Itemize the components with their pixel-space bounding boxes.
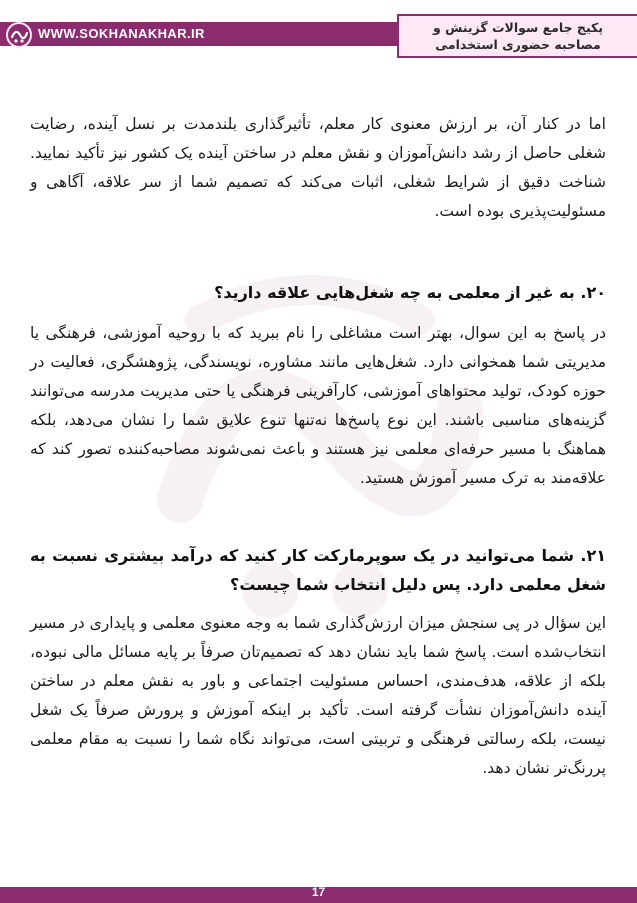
sokhanakhar-logo-icon <box>4 20 34 50</box>
page-content <box>30 110 606 783</box>
answer-21-paragraph: این سؤال در پی سنجش میزان ارزش‌گذاری شما به وجه معنوی معلمی و پایداری در مسیر انتخاب‌شده است. پاسخ شما باید نشان دهد که تصمیم‌تان صرفاً بر پایه مسائل مالی نبوده، بلکه از علاقه، هدف‌مندی، احساس مسئولیت اجتماعی و باور به نقش معلم در ساختن آینده دانش‌آموزان نشأت گرفته است. تأکید بر اینکه آموزش و پرورش صرفاً یک شغل نیست، بلکه رسالتی فرهنگی و تربیتی است، می‌تواند نگاه شما را نسبت به مقام معلمی پررنگ‌تر نشان دهد. <box>30 614 606 777</box>
header-title-line-1: پکیج جامع سوالات گزینش و <box>432 20 604 35</box>
header-title-box <box>397 14 637 58</box>
question-20-heading: ۲۰. به غیر از معلمی به چه شغل‌هایی علاقه دارید؟ <box>214 283 606 302</box>
intro-paragraph: اما در کنار آن، بر ارزش معنوی کار معلم، تأثیرگذاری بلندمدت بر نسل آینده، رضایت شغلی حاصل از رشد دانش‌آموزان و نقش معلم در ساختن آینده یک کشور نیز تأکید نمایید. شناخت دقیق از شرایط شغلی، اثبات می‌کند که تصمیم شما از سر علاقه، آگاهی و مسئولیت‌پذیری بوده است. <box>30 115 606 220</box>
site-url[interactable]: WWW.SOKHANAKHAR.IR <box>38 26 205 41</box>
page-header <box>0 0 637 64</box>
question-21-heading: ۲۱. شما می‌توانید در یک سوپرمارکت کار کنید که درآمد بیشتری نسبت به شغل معلمی دارد. پس دلیل انتخاب شما چیست؟ <box>30 546 606 594</box>
answer-20-paragraph: در پاسخ به این سوال، بهتر است مشاغلی را نام ببرید که با روحیه آموزشی، فرهنگی یا مدیریتی شما همخوانی دارد. شغل‌هایی مانند مشاوره، نویسندگی، پژوهشگری، فعالیت در حوزه کودک، تولید محتواهای آموزشی، کارآفرینی فرهنگی یا حتی مدیریت مدرسه می‌توانند گزینه‌های مناسبی باشند. این نوع پاسخ‌ها نه‌تنها تنوع علایق شما را نشان می‌دهد، بلکه هماهنگ با مسیر حرفه‌ای معلمی نیز هستند و باعث نمی‌شوند مصاحبه‌کننده تصور کند که علاقه‌مند به ترک مسیر آموزش هستید. <box>30 324 606 487</box>
header-title-line-2: مصاحبه حضوری استخدامی <box>435 37 601 52</box>
page-number: 17 <box>311 885 326 899</box>
